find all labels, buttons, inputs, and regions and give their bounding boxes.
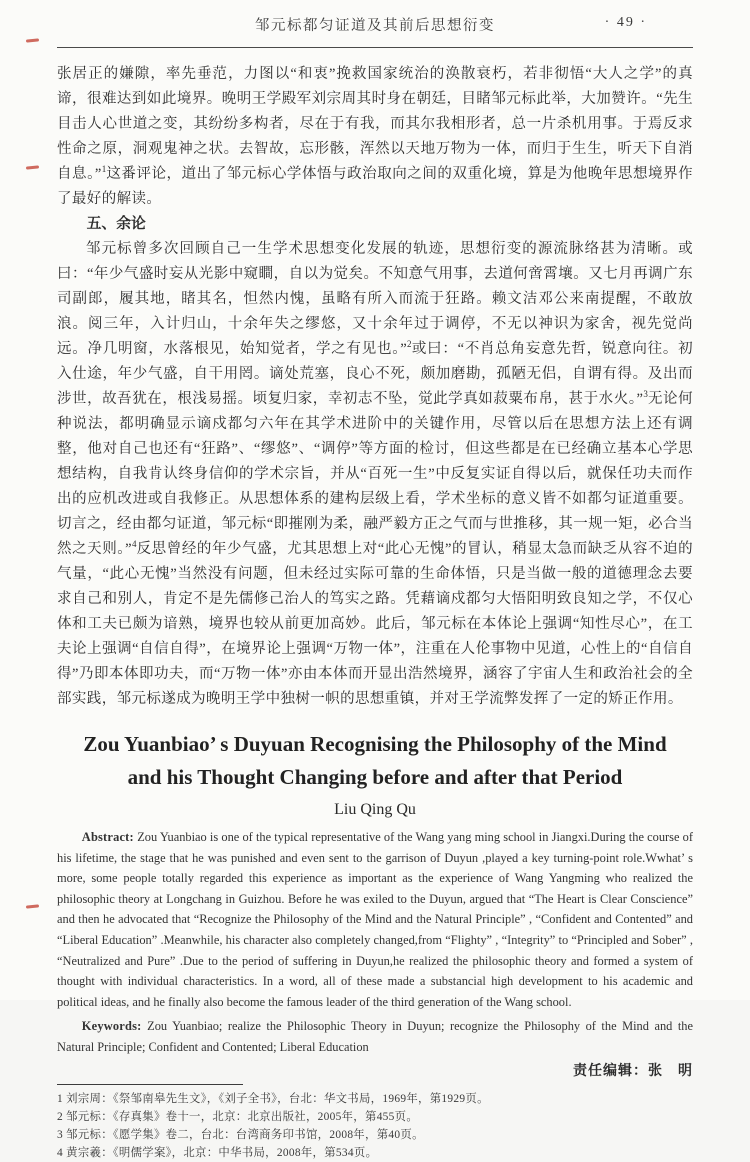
footnote-divider xyxy=(57,1084,243,1085)
footnote: 4 黄宗羲：《明儒学案》，北京：中华书局，2008年，第534页。 xyxy=(57,1147,378,1160)
section-heading: 五、余论 xyxy=(86,216,146,232)
abstract-text: Zou Yuanbiao is one of the typical representative of the Wang yang ming school in Jiangxi.During the course of his lifetime, the stage that he was punished and even sent to the garrison of Duyun ,played a key turning-point role.Wwhat’ s more, some people totally regarded this experience as important as the experience of Wang Yangming who realized the philosophic theory at Longchang in Guizhou. Before he was exiled to the Duyun, argued that “The Heart is Clear Conscience” and then he advocated that “Recognize the Philosophy of the Mind and the Natural Principle” , “Confident and Contented” and “Liberal Education” .Meanwhile, his character also completely changed,from “Flighty” , “Integrity” to “Principled and Sober” , “Neutralized and Pure” .Due to the period of suffering in Duyun,he realized the philosophic theory and formed a system of thought with individual characteristics. In a word, all of these made a substancial high development to his academic and political ideas, and he finally also become the famous leader of the third generation of the Wang school. xyxy=(57,830,693,1009)
footnote: 2 邹元标：《存真集》卷十一，北京：北京出版社，2005年，第455页。 xyxy=(57,1110,419,1123)
paragraph-text: 无论何种说法，都明确显示谪戍都匀六年在其学术进阶中的关键作用，尽管以后在思想方法上还有调整，他对自己也还有“狂路”、“缪悠”、“调停”等方面的检讨，但这些都是在已经确立基本心学思想结构，自我肯认终身信仰的学术宗旨，并从“百死一生”中反复实证自得以后，就保任功夫而作出的应机改进或自我修正。从思想体系的建构层级上看，学术坐标的意义皆不如都匀证道重要。切言之，经由都匀证道，邹元标“即摧刚为柔，融严毅方正之气而与世推移，其一规一矩，必合当然之天则。” xyxy=(57,391,693,557)
paragraph-text: 这番评论，道出了邹元标心学体悟与政治取向之间的双重化境，算是为他晚年思想境界作了最好的解读。 xyxy=(57,166,693,207)
footnote-reference: 3 xyxy=(643,389,648,400)
footnote: 3 邹元标：《愿学集》卷二，台北：台湾商务印书馆，2008年，第40页。 xyxy=(57,1128,424,1141)
paragraph-text: 反思曾经的年少气盛，尤其思想上对“此心无愧”的冒认，稍显太急而缺乏从容不迫的气量，“此心无愧”当然没有问题，但未经过实际可靠的生命体悟，只是当做一般的道德理念去要求自己和别人，肯定不是先儒修己治人的笃实之路。凭藉谪戍都匀大悟阳明致良知之学，不仅心体和工夫已颇为谙熟，境界也较从前更加高妙。此后，邹元标在本体论上强调“知性尽心”，在工夫论上强调“自信自得”，在境界论上强调“万物一体”，注重在人伦事物中见道，心性上的“自信自得”乃即本体即功夫，而“万物一体”亦由本体而开显出浩然境界，涵容了宇宙人生和政治社会的全部实践，邹元标遂成为晚明王学中独树一帜的思想重镇，并对王学流弊发挥了一定的矫正作用。 xyxy=(57,541,693,707)
red-proof-mark xyxy=(26,165,39,169)
paragraph-text: 或曰：“不肖总角妄意先哲，锐意向往。初入仕途，年少气盛，自干用罔。谪处荒塞，良心不死，颇加磨勘，孤陋无侣，自谓有得。及出而涉世，故吾犹在，根浅易摇。顷复归家，幸初志不坠，觉此学真如菽粟布帛，甚于水火。” xyxy=(57,341,693,407)
keywords-label: Keywords: xyxy=(81,1019,148,1034)
footnote-reference: 1 xyxy=(101,164,107,175)
keywords xyxy=(57,1016,693,1057)
footnote: 1 刘宗周：《祭邹南皋先生文》，《刘子全书》，台北：华文书局，1969年，第1929页。 xyxy=(57,1092,489,1105)
author-name: Liu Qing Qu xyxy=(334,801,416,818)
body-paragraph xyxy=(57,237,693,712)
header-rule xyxy=(57,47,693,48)
running-head-title: 邹元标都匀证道及其前后思想衍变 xyxy=(255,18,495,34)
red-proof-mark xyxy=(26,904,39,908)
footnote-reference: 4 xyxy=(131,539,137,550)
body-paragraph-continued xyxy=(57,62,693,212)
keywords-text: Zou Yuanbiao; realize the Philosophic Theory in Duyun; recognize the Philosophy of the Mind and the Natural Principle; Confident and Contented; Liberal Education xyxy=(57,1019,693,1054)
paragraph-text: 邹元标曾多次回顾自己一生学术思想变化发展的轨迹，思想衍变的源流脉络甚为清晰。或曰：“年少气盛时妄从光影中窥瞷，自以为觉矣。不知意气用事，去道何啻霄壤。又七月再调广东司副郎，履其地，睹其名，怛然内愧，虽略有所入而流于狂路。赖文洁邓公来南提醒，不敢放浪。阅三年，入计归山，十余年失之缪悠，又十余年过于调停，不无以神识为家舍，视先觉尚远。净几明窗，水落根见，始知觉者，学之有见也。” xyxy=(57,241,693,357)
english-title-line2: and his Thought Changing before and after that Period xyxy=(127,765,623,789)
abstract xyxy=(57,827,693,1012)
english-title xyxy=(57,728,693,794)
footnote-reference: 2 xyxy=(407,339,412,350)
page-number: · 49 · xyxy=(604,15,647,30)
paragraph-text: 张居正的嫌隙，率先垂范，力图以“和衷”挽救国家统治的涣散衰朽，若非彻悟“大人之学”的真谛，很难达到如此境界。晚明王学殿军刘宗周其时身在朝廷，目睹邹元标此举，大加赞许。“先生目击人心世道之变，其纷纷多构者，尽在于有我，而其尔我相形者，总一片杀机用事。于焉反求性命之原，洞观鬼神之状。去智故，忘形骸，浑然以天地万物为一体，而归于生生，听天下自消自息。” xyxy=(57,66,693,182)
english-title-line1: Zou Yuanbiao’ s Duyuan Recognising the Philosophy of the Mind xyxy=(83,732,667,756)
page-header xyxy=(57,14,693,40)
responsible-editor: 责任编辑：张 明 xyxy=(573,1063,693,1079)
red-proof-mark xyxy=(26,38,39,42)
abstract-label: Abstract: xyxy=(81,830,138,844)
